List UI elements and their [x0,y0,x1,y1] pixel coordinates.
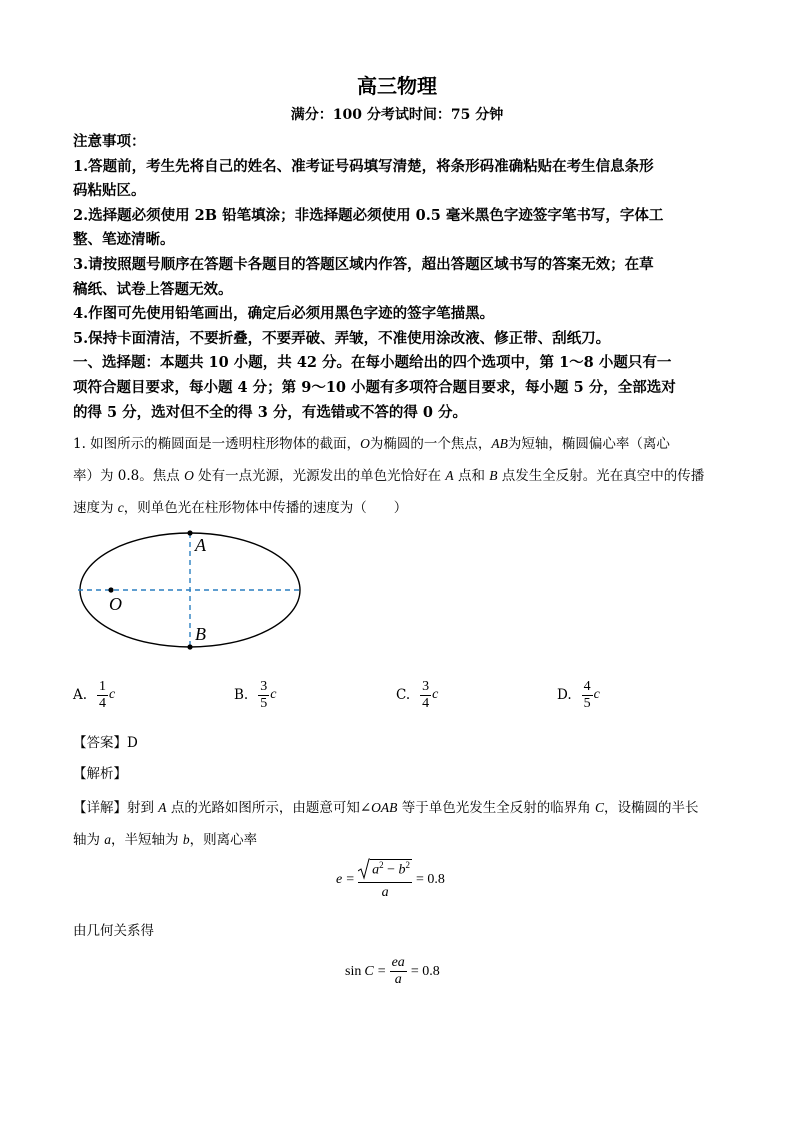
question-line: 速度为 c，则单色光在柱形物体中传播的速度为（ ） [73,500,408,516]
instruction-line: 5.保持卡面清洁，不要折叠，不要弄破、弄皱，不准使用涂改液、修正带、刮纸刀。 [73,329,611,347]
page-title: 高三物理 [357,74,437,98]
fraction: $\frac{ea}{a}$ [391,955,405,987]
answer-line [73,731,138,751]
instruction-line: 2.选择题必须使用 2B 铅笔填涂；非选择题必须使用 0.5 毫米黑色字迹签字笔书写，字体工 [73,206,664,224]
focus-o-dot [108,587,113,592]
instructions-heading: 注意事项： [73,133,146,150]
instructions [73,130,723,425]
instruction-line: 整、笔迹清晰。 [73,231,175,249]
option-d[interactable]: D. $\frac{4}{5}$ c [557,678,600,711]
question-line: 1. 如图所示的椭圆面是一透明柱形物体的截面，O为椭圆的一个焦点，AB为短轴，椭圆偏心率（离心 [73,436,670,452]
instruction-line: 1.答题前，考生先将自己的姓名、准考证号码填写清楚，将条形码准确粘贴在考生信息条形 [73,157,654,175]
exam-info: 满分：100 分考试时间：75 分钟 [290,107,504,123]
answer-tag: 【答案】 [73,735,127,751]
section-header-line: 的得 5 分，选对但不全的得 3 分，有选错或不答的得 0 分。 [73,403,468,421]
detail-text [73,792,723,856]
section-header-line: 一、选择题：本题共 10 小题，共 42 分。在每小题给出的四个选项中，第 1～8 小题只有一 [73,354,672,372]
answer-options [0,672,794,720]
ellipse-figure [74,528,306,654]
section-header-line: 项符合题目要求，每小题 4 分；第 9～10 小题有多项符合题目要求，每小题 5 分，全部选对 [73,378,676,396]
fraction: $\frac{3}{4}$ [422,678,430,711]
point-b-dot [187,644,192,649]
answer-value: D [127,735,138,751]
sqrt-numerator: $a^2 - b^2$ [358,858,412,883]
question-line: 率）为 0.8。焦点 O 处有一点光源，光源发出的单色光恰好在 A 点和 B 点发生全反射。光在真空中的传播 [73,468,705,484]
instruction-line: 码粘贴区。 [73,182,146,200]
analysis-tag: 【解析】 [73,766,127,782]
instruction-line: 4.作图可先使用铅笔画出，确定后必须用黑色字迹的签字笔描黑。 [73,305,495,323]
point-a-dot [187,530,192,535]
fraction: $\frac{3}{5}$ [260,678,268,711]
label-b: B [195,624,206,644]
question-1 [73,428,723,524]
eccentricity-formula: e = $\frac{a^2 - b^2}{a}$ = 0.8 [336,858,445,901]
label-a: A [195,535,206,555]
option-c[interactable]: C. $\frac{3}{4}$ c [396,678,439,711]
detail-line: 【详解】射到 A 点的光路如图所示，由题意可知∠OAB 等于单色光发生全反射的临界角 C，设椭圆的半长 [73,800,699,816]
sine-formula: sin C = $\frac{ea}{a}$ = 0.8 [345,955,440,987]
fraction: $\frac{a^2 - b^2}{a}$ [358,858,412,901]
option-b[interactable]: B. $\frac{3}{5}$ c [234,678,277,711]
sqrt-sign [358,858,370,880]
detail-line: 轴为 a，半短轴为 b，则离心率 [73,832,258,848]
geometry-text: 由几何关系得 [73,923,154,939]
label-o: O [109,594,122,614]
fraction: $\frac{4}{5}$ [583,678,591,711]
instruction-line: 稿纸、试卷上答题无效。 [73,280,233,298]
option-a[interactable]: A. $\frac{1}{4}$ c [73,678,116,711]
fraction: $\frac{1}{4}$ [99,678,107,711]
instruction-line: 3.请按照题号顺序在答题卡各题目的答题区域内作答，超出答题区域书写的答案无效；在草 [73,255,654,273]
